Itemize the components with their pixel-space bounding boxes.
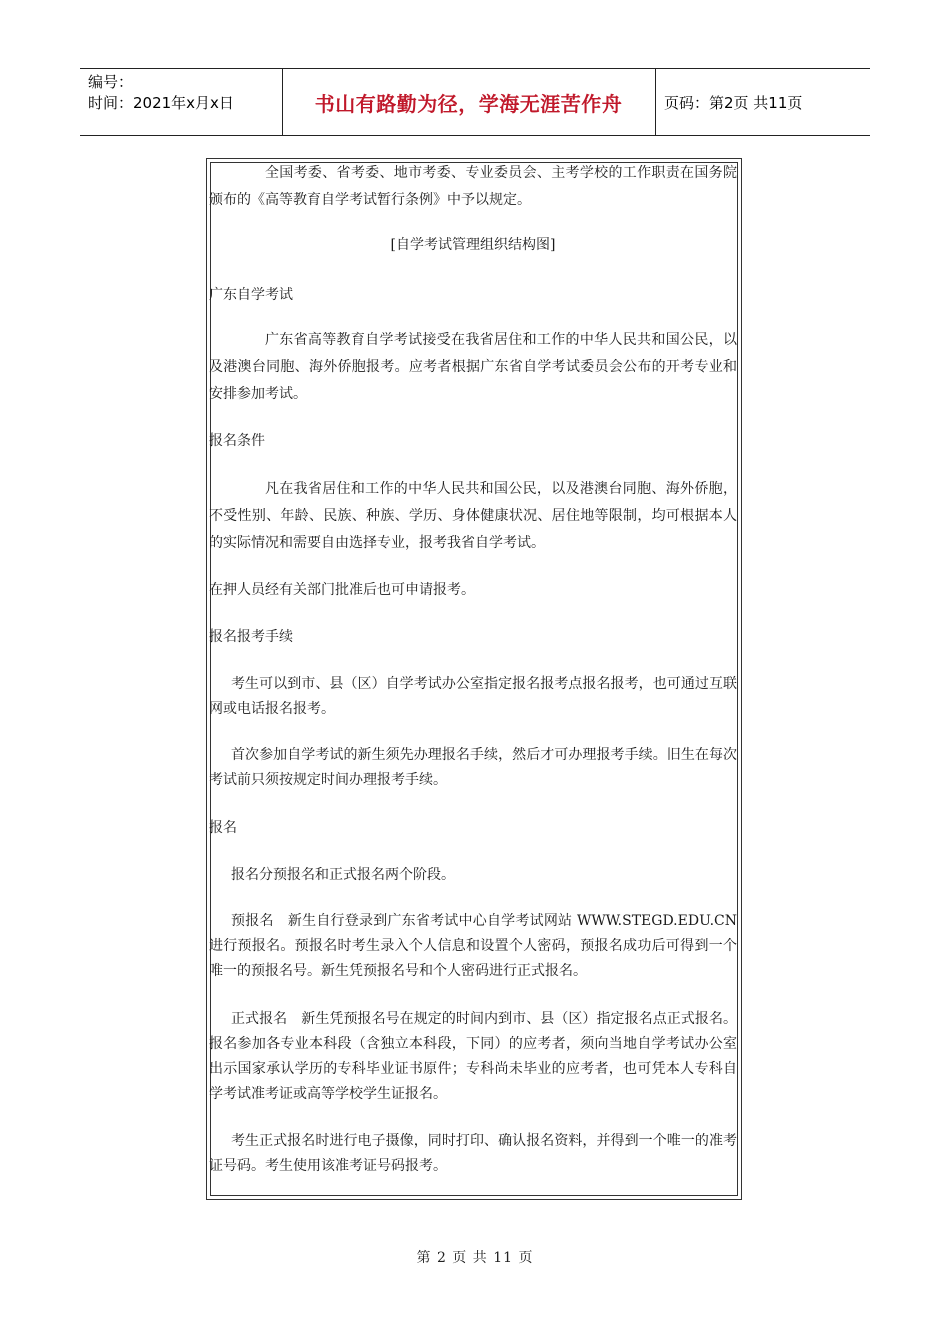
header-divider-right: [655, 68, 656, 136]
paragraph: 正式报名 新生凭预报名号在规定的时间内到市、县（区）指定报名点正式报名。报名参加各专业本科段（含独立本科段，下同）的应考者，须向当地自学考试办公室出示国家承认学历的专科毕业证书原件；专科尚未毕业的应考者，也可凭本人专科自学考试准考证或高等学校学生证报名。: [209, 1011, 737, 1102]
paragraph: 凡在我省居住和工作的中华人民共和国公民，以及港澳台同胞、海外侨胞，不受性别、年龄、民族、种族、学历、身体健康状况、居住地等限制，均可根据本人的实际情况和需要自由选择专业，报考我省自学考试。: [209, 481, 737, 551]
document-date: 时间：2021年x月x日: [88, 94, 234, 112]
paragraph: 广东省高等教育自学考试接受在我省居住和工作的中华人民共和国公民，以及港澳台同胞、海外侨胞报考。应考者根据广东省自学考试委员会公布的开考专业和安排参加考试。: [209, 332, 737, 402]
section-heading: 报名条件: [209, 433, 265, 449]
header-meta: [88, 72, 234, 114]
paragraph: 全国考委、省考委、地市考委、专业委员会、主考学校的工作职责在国务院颁布的《高等教育自学考试暂行条例》中予以规定。: [209, 165, 737, 208]
paragraph: 首次参加自学考试的新生须先办理报名手续，然后才可办理报考手续。旧生在每次考试前只须按规定时间办理报考手续。: [209, 747, 737, 788]
header-motto: 书山有路勤为径，学海无涯苦作舟: [314, 91, 623, 116]
page-footer: 第 2 页 共 11 页: [416, 1250, 534, 1266]
section-heading: 报名: [209, 820, 237, 836]
section-heading: 报名报考手续: [209, 629, 293, 645]
section-heading: 广东自学考试: [209, 287, 293, 303]
figure-caption: [自学考试管理组织结构图]: [390, 237, 556, 253]
paragraph: 报名分预报名和正式报名两个阶段。: [231, 867, 455, 883]
document-number-label: 编号：: [88, 73, 134, 91]
paragraph: 预报名 新生自行登录到广东省考试中心自学考试网站 WWW.STEGD.EDU.CN 进行预报名。预报名时考生录入个人信息和设置个人密码，预报名成功后可得到一个唯一的预报名号。新生凭预报名号和个人密码进行正式报名。: [209, 913, 737, 979]
header-page-info: 页码：第2页 共11页: [664, 94, 803, 112]
paragraph: 考生正式报名时进行电子摄像，同时打印、确认报名资料，并得到一个唯一的准考证号码。考生使用该准考证号码报考。: [209, 1133, 737, 1174]
paragraph: 考生可以到市、县（区）自学考试办公室指定报名报考点报名报考，也可通过互联网或电话报名报考。: [209, 676, 737, 717]
paragraph: 在押人员经有关部门批准后也可申请报考。: [209, 582, 475, 598]
